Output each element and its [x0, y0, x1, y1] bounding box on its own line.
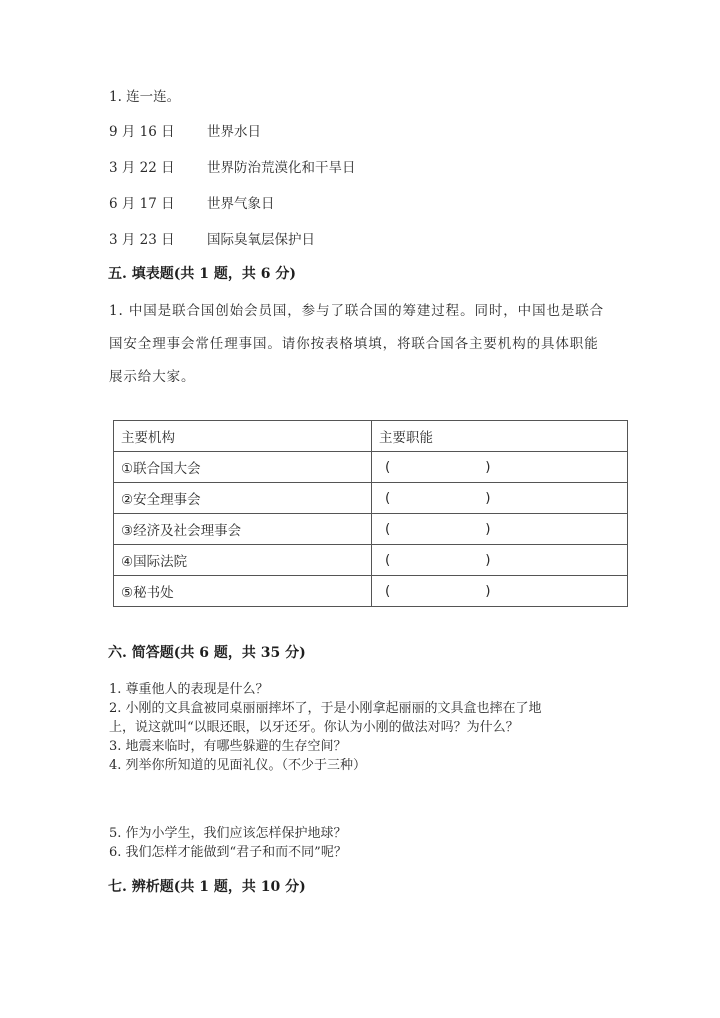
organ-cell: ②安全理事会	[114, 483, 372, 514]
match-date-3: 6 月 17 日	[109, 196, 175, 212]
short-answer-item-1: 1. 尊重他人的表现是什么？	[109, 682, 269, 697]
un-organs-table	[113, 420, 628, 607]
section5-question-line-1: 1. 中国是联合国创始会员国，参与了联合国的筹建过程。同时，中国也是联合	[109, 303, 605, 319]
function-answer-cell[interactable]: ( )	[372, 576, 628, 607]
match-event-2: 世界防治荒漠化和干旱日	[207, 160, 356, 176]
short-answer-item-4: 4. 列举你所知道的见面礼仪。（不少于三种）	[109, 758, 367, 773]
table-row	[114, 452, 628, 483]
matching-question: 1. 连一连。	[109, 89, 181, 105]
match-event-4: 国际臭氧层保护日	[207, 232, 315, 248]
short-answer-item-3: 3. 地震来临时，有哪些躲避的生存空间？	[109, 739, 347, 754]
section5-heading: 五. 填表题(共 1 题，共 6 分)	[108, 266, 296, 282]
function-answer-cell[interactable]: ( )	[372, 545, 628, 576]
organ-cell: ⑤秘书处	[114, 576, 372, 607]
organ-cell: ④国际法院	[114, 545, 372, 576]
function-answer-cell[interactable]: ( )	[372, 452, 628, 483]
table-row	[114, 545, 628, 576]
match-date-2: 3 月 22 日	[109, 160, 175, 176]
header-organ: 主要机构	[114, 421, 372, 452]
section5-question-line-3: 展示给大家。	[109, 369, 196, 385]
organ-cell: ③经济及社会理事会	[114, 514, 372, 545]
function-answer-cell[interactable]: ( )	[372, 514, 628, 545]
section7-heading: 七. 辨析题(共 1 题，共 10 分)	[108, 879, 306, 895]
header-function: 主要职能	[372, 421, 628, 452]
match-event-1: 世界水日	[207, 124, 261, 140]
table-row	[114, 514, 628, 545]
short-answer-item-5: 5. 作为小学生，我们应该怎样保护地球？	[109, 826, 347, 841]
organ-cell: ①联合国大会	[114, 452, 372, 483]
table-row	[114, 483, 628, 514]
match-date-1: 9 月 16 日	[109, 124, 175, 140]
section6-heading: 六. 简答题(共 6 题，共 35 分)	[108, 645, 306, 661]
function-answer-cell[interactable]: ( )	[372, 483, 628, 514]
match-event-3: 世界气象日	[207, 196, 275, 212]
table-row	[114, 576, 628, 607]
match-date-4: 3 月 23 日	[109, 232, 175, 248]
short-answer-item-2-line-1: 2. 小刚的文具盒被同桌丽丽摔坏了，于是小刚拿起丽丽的文具盒也摔在了地	[109, 701, 542, 716]
short-answer-item-6: 6. 我们怎样才能做到“君子和而不同”呢？	[109, 845, 347, 860]
short-answer-item-2-line-2: 上，说这就叫“以眼还眼，以牙还牙。你认为小刚的做法对吗？为什么？	[109, 720, 519, 735]
section5-question-line-2: 国安全理事会常任理事国。请你按表格填填，将联合国各主要机构的具体职能	[109, 336, 599, 352]
table-header-row	[114, 421, 628, 452]
